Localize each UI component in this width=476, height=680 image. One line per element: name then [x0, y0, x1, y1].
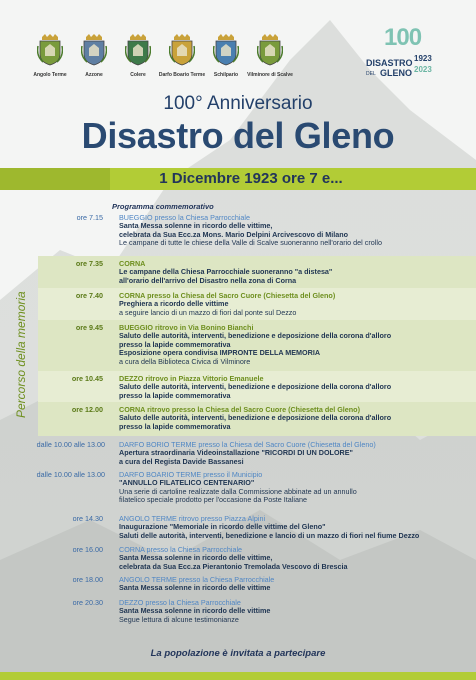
entry-details	[119, 414, 391, 431]
crest-2	[118, 34, 158, 84]
logo-number: 100	[384, 24, 422, 51]
crest-name: Colere	[130, 72, 146, 78]
entry-detail-line: Inaugurazione "Memoriale in ricordo delle vittime del Gleno"	[119, 522, 326, 531]
entry-place: ANGOLO TERME ritrovo presso Piazza Alpini	[119, 514, 266, 523]
entry-place: CORNA	[119, 259, 146, 268]
entry-place: DARFO BORIO TERME presso la Chiesa del Sacro Cuore (Chiesetta del Gleno)	[119, 440, 376, 449]
coat-of-arms-icon	[37, 34, 63, 66]
entry-time: ore 9.45	[75, 323, 103, 332]
entry-detail-line: "ANNULLO FILATELICO CENTENARIO"	[119, 478, 255, 487]
bottom-bar	[0, 672, 476, 680]
entry-time: dalle 10.00 alle 13.00	[36, 440, 105, 449]
coat-of-arms-icon	[257, 34, 283, 66]
entry-detail-line: Preghiera a ricordo delle vittime	[119, 299, 229, 308]
crest-4	[206, 34, 246, 84]
program-heading: Programma commemorativo	[112, 202, 214, 211]
entry-details	[119, 607, 270, 624]
entry-details	[119, 523, 419, 540]
entry-place: BUEGGIO ritrovo in Via Bonino Bianchi	[119, 323, 254, 332]
entry-detail-line: Le campane della Chiesa Parrocchiale suoneranno "a distesa"	[119, 267, 333, 276]
footer-invite: La popolazione è invitata a partecipare	[150, 648, 326, 659]
entry-detail-line: a cura del Regista Davide Bassanesi	[119, 456, 244, 466]
entry-detail-line: celebrata da Sua Ecc.za Pierantonio Tremolada Vescovo di Brescia	[119, 561, 348, 571]
entry-place: BUEGGIO presso la Chiesa Parrocchiale	[119, 213, 251, 222]
logo-year-end: 2023	[414, 65, 432, 74]
coat-of-arms-icon	[213, 34, 239, 66]
entry-details	[119, 268, 332, 285]
logo-word-gleno: GLENO	[380, 68, 413, 78]
entry-details	[119, 584, 270, 593]
entry-detail-line: Le campane di tutte le chiese della Valle di Scalve suoneranno nell'orario del crollo	[119, 238, 382, 248]
entry-place: CORNA ritrovo presso la Chiesa del Sacro Cuore (Chiesetta del Gleno)	[119, 405, 360, 414]
entry-time: ore 14.30	[72, 514, 103, 523]
entry-detail-line: all'orario dell'arrivo del Disastro nella zona di Corna	[119, 275, 297, 285]
entry-detail-line: a seguire lancio di un mazzo di fiori dal ponte sul Dezzo	[119, 307, 297, 317]
coat-of-arms-icon	[169, 34, 195, 66]
entry-details	[119, 449, 353, 466]
entry-place: DEZZO ritrovo in Piazza Vittorio Emanuele	[119, 374, 264, 383]
entry-detail-line: filatelico speciale prodotto per l'occasione da Poste Italiane	[119, 495, 307, 505]
entry-detail-line: Apertura straordinaria Videoinstallazione "RICORDI DI UN DOLORE"	[119, 448, 353, 457]
entry-detail-line: Una serie di cartoline realizzate dalla Commissione abbinate ad un annullo	[119, 486, 357, 496]
entry-place: DEZZO presso la Chiesa Parrocchiale	[119, 598, 241, 607]
entry-details	[119, 332, 391, 366]
entry-detail-line: Saluto delle autorità, interventi, benedizione e deposizione della corona d'alloro	[119, 331, 392, 340]
entry-time: ore 7.40	[75, 291, 103, 300]
entry-detail-line: Santa Messa solenne in ricordo delle vittime,	[119, 221, 273, 230]
municipality-crests	[30, 34, 293, 84]
entry-detail-line: Saluti delle autorità, interventi, benedizione e lancio di un mazzo di fiori nel fiume Dezzo	[119, 530, 420, 540]
date-banner	[0, 168, 476, 190]
entry-time: ore 20.30	[72, 598, 103, 607]
entry-detail-line: Saluto delle autorità, interventi, benedizione e deposizione della corona d'alloro	[119, 382, 392, 391]
entry-place: DARFO BOARIO TERME presso il Municipio	[119, 470, 263, 479]
entry-detail-line: Esposizione opera condivisa IMPRONTE DELLA MEMORIA	[119, 348, 321, 358]
crest-name: Azzone	[85, 72, 103, 78]
crest-name: Vilminore di Scalve	[247, 72, 293, 78]
entry-details	[119, 383, 391, 400]
entry-detail-line: Santa Messa solenne in ricordo delle vittime,	[119, 553, 273, 562]
entry-place: ANGOLO TERME presso la Chiesa Parrocchiale	[119, 575, 275, 584]
entry-detail-line: Santa Messa solenne in ricordo delle vittime	[119, 606, 271, 615]
crest-1	[74, 34, 114, 84]
crest-5	[247, 34, 293, 84]
crest-3	[158, 34, 206, 84]
entry-time: ore 7.15	[76, 213, 103, 222]
entry-detail-line: celebrata da Sua Ecc.za Mons. Mario Delpini Arcivescovo di Milano	[119, 229, 349, 239]
entry-time: ore 16.00	[72, 545, 103, 554]
entry-details	[119, 222, 382, 248]
entry-detail-line: presso la lapide commemorativa	[119, 421, 231, 431]
entry-time: ore 18.00	[72, 575, 103, 584]
logo-word-disastro: DISASTRO	[366, 58, 413, 68]
crest-name: Darfo Boario Terme	[158, 72, 206, 78]
entry-detail-line: presso la lapide commemorativa	[119, 390, 231, 400]
page-subtitle: 100° Anniversario	[163, 93, 313, 114]
entry-details	[119, 479, 357, 505]
entry-place: CORNA presso la Chiesa del Sacro Cuore (Chiesetta del Gleno)	[119, 291, 336, 300]
entry-details	[119, 554, 348, 571]
centenary-logo	[366, 24, 438, 84]
entry-detail-line: Saluto delle autorità, interventi, benedizione e deposizione della corona d'alloro	[119, 413, 392, 422]
logo-year-start: 1923	[414, 54, 432, 63]
entry-details	[119, 300, 296, 317]
entry-detail-line: Segue lettura di alcune testimonianze	[119, 614, 239, 624]
crest-name: Schilpario	[213, 72, 239, 78]
logo-word-del: DEL	[366, 71, 376, 77]
entry-detail-line: a cura della Biblioteca Civica di Vilminore	[119, 356, 251, 366]
entry-detail-line: Santa Messa solenne in ricordo delle vittime	[119, 583, 271, 592]
coat-of-arms-icon	[81, 34, 107, 66]
crest-0	[30, 34, 70, 84]
side-label: Percorso della memoria	[14, 291, 28, 418]
date-text: 1 Dicembre 1923 ore 7 e...	[159, 170, 343, 187]
entry-time: ore 12.00	[71, 405, 103, 414]
page-title: Disastro del Gleno	[81, 115, 395, 156]
entry-time: dalle 10.00 alle 13.00	[36, 470, 105, 479]
coat-of-arms-icon	[125, 34, 151, 66]
entry-time: ore 10.45	[71, 374, 103, 383]
crest-name: Angolo Terme	[33, 72, 67, 78]
entry-place: CORNA presso la Chiesa Parrocchiale	[119, 545, 243, 554]
entry-detail-line: presso la lapide commemorativa	[119, 339, 231, 349]
entry-time: ore 7.35	[75, 259, 103, 268]
